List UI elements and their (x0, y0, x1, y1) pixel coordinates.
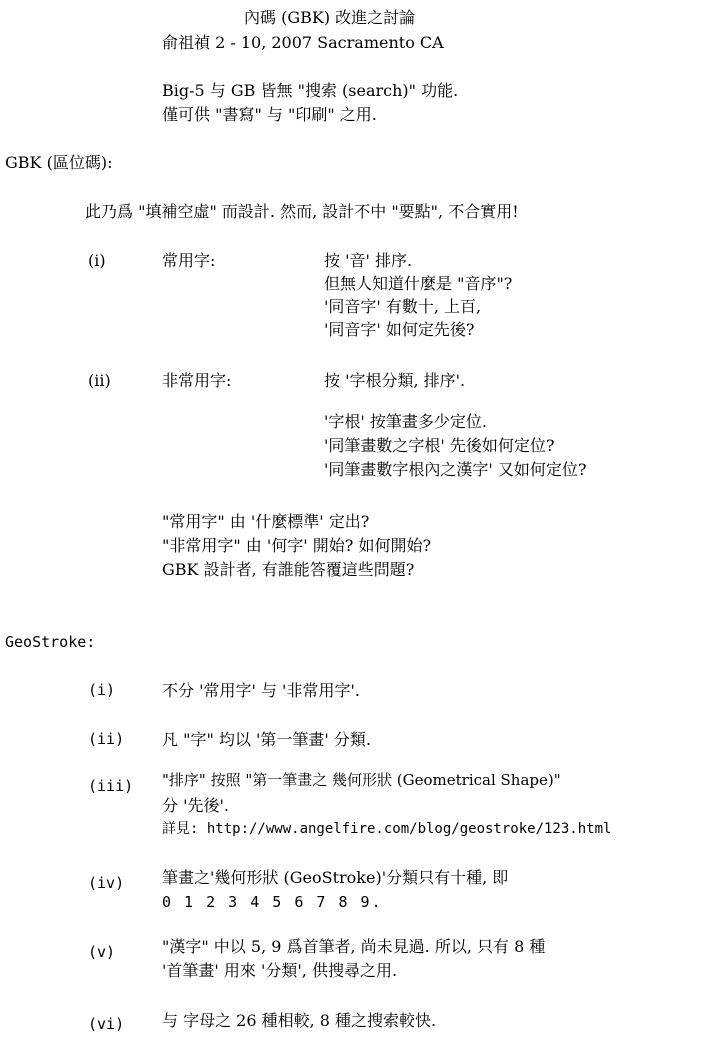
geostroke-item-4-label: (iv) (88, 874, 125, 892)
geostroke-item-3-line: 分 '先後'. (162, 796, 229, 815)
geostroke-item-4-digits: 0 1 2 3 4 5 6 7 8 9. (162, 893, 383, 911)
geostroke-item-5-label: (v) (88, 943, 116, 961)
gbk-item-2-term: 非常用字: (162, 371, 232, 390)
geostroke-item-3-url: 詳見: http://www.angelfire.com/blog/geostroke/123.html (162, 821, 612, 837)
gbk-item-1-line: '同音字' 有數十, 上百, (324, 297, 482, 316)
gbk-item-1-label: (i) (88, 251, 106, 270)
geostroke-item-4-line: 筆畫之'幾何形狀 (GeoStroke)'分類只有十種, 即 (162, 868, 509, 887)
geostroke-item-3-label: (iii) (88, 777, 134, 795)
gbk-item-2-line: '字根' 按筆畫多少定位. (324, 412, 487, 431)
gbk-question: "常用字" 由 '什麼標準' 定出? (162, 512, 370, 531)
gbk-question: GBK 設計者, 有誰能答覆這些問題? (162, 560, 415, 579)
geostroke-item-3-line: "排序" 按照 "第一筆畫之 幾何形狀 (Geometrical Shape)" (162, 771, 561, 789)
geostroke-item-1-line: 不分 '常用字' 与 '非常用字'. (162, 681, 360, 700)
gbk-item-1-term: 常用字: (162, 251, 216, 270)
geostroke-item-6-line: 与 字母之 26 種相較, 8 種之搜索較快. (162, 1011, 437, 1030)
gbk-item-1-line: 按 '音' 排序. (324, 251, 413, 270)
gbk-item-2-line: '同筆畫數之字根' 先後如何定位? (324, 436, 555, 455)
geostroke-item-2-line: 凡 "字" 均以 '第一筆畫' 分類. (162, 730, 371, 749)
geostroke-item-5-line: "漢字" 中以 5, 9 爲首筆者, 尚未見過. 所以, 只有 8 種 (162, 937, 546, 956)
geostroke-heading: GeoStroke: (5, 633, 96, 651)
gbk-item-2-line: '同筆畫數字根內之漢字' 又如何定位? (324, 460, 587, 479)
intro-line-2: 僅可供 "書寫" 与 "印刷" 之用. (162, 105, 377, 124)
geostroke-item-1-label: (i) (88, 681, 116, 699)
gbk-item-1-line: '同音字' 如何定先後? (324, 320, 475, 339)
author-date-line: 俞祖禎 2 - 10, 2007 Sacramento CA (162, 33, 444, 52)
gbk-heading: GBK (區位碼): (5, 153, 113, 172)
gbk-question: "非常用字" 由 '何字' 開始? 如何開始? (162, 536, 432, 555)
gbk-item-2-label: (ii) (88, 371, 111, 390)
intro-line-1: Big-5 与 GB 皆無 "搜索 (search)" 功能. (162, 81, 459, 100)
geostroke-item-2-label: (ii) (88, 730, 125, 748)
gbk-item-1-line: 但無人知道什麼是 "音序"? (324, 274, 513, 293)
document-title: 內碼 (GBK) 改進之討論 (244, 8, 416, 27)
geostroke-item-6-label: (vi) (88, 1015, 125, 1033)
gbk-summary: 此乃爲 "填補空虛" 而設計. 然而, 設計不中 "要點", 不合實用! (85, 202, 519, 221)
gbk-item-2-line: 按 '字根分類, 排序'. (324, 371, 466, 390)
geostroke-item-5-line: '首筆畫' 用來 '分類', 供搜尋之用. (162, 961, 398, 980)
